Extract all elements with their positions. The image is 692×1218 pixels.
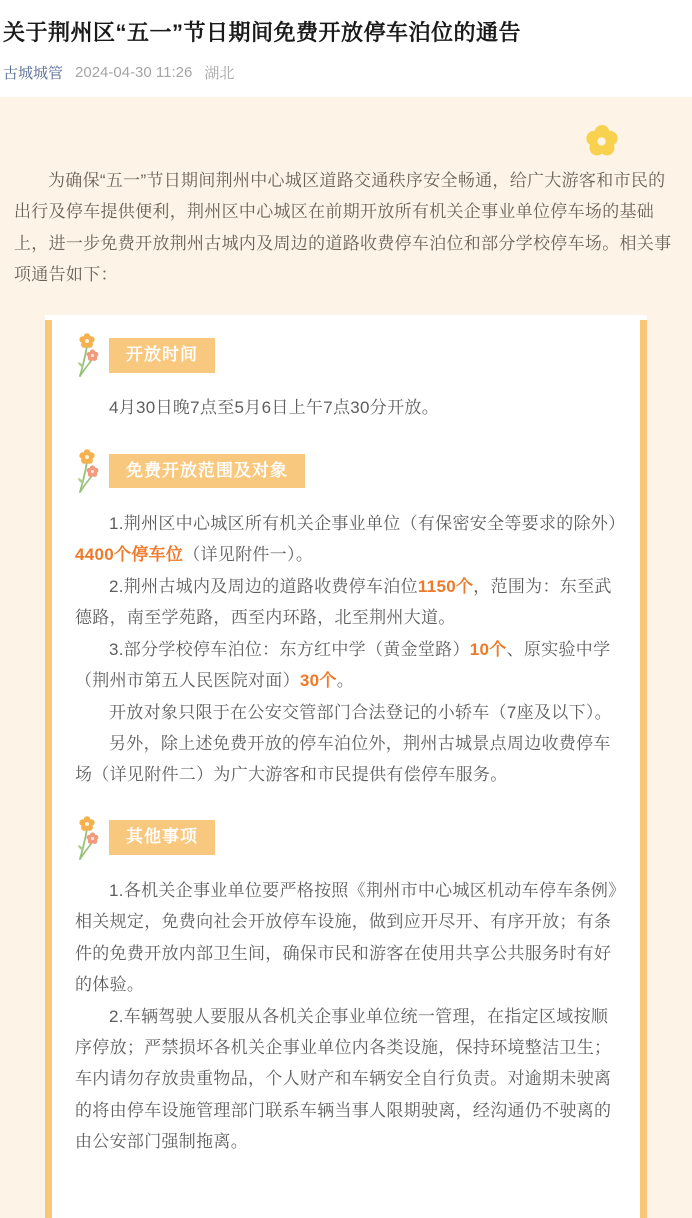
card-sections — [75, 332, 626, 1157]
highlight-number: 1150个 — [417, 576, 474, 596]
publish-date: 2024-04-30 11:26 — [75, 63, 193, 81]
flower-sprig-icon — [75, 448, 101, 494]
account-name-link[interactable]: 古城城管 — [3, 64, 64, 82]
paragraph: 2.车辆驾驶人要服从各机关企事业单位统一管理，在指定区域按顺序停放；严禁损坏各机关企事业单位内各类设施，保持环境整洁卫生；车内请勿存放贵重物品，个人财产和车辆安全自行负责。对逾期未驶离的将由停车设施管理部门联系车辆当事人限期驶离，经沟通仍不驶离的由公安部门强制拖离。 — [75, 1006, 612, 1152]
section-badge: 开放时间 — [109, 338, 215, 373]
publish-location: 湖北 — [204, 64, 235, 82]
page-title: 关于荆州区“五一”节日期间免费开放停车泊位的通告 — [3, 20, 522, 45]
highlight-number: 30个 — [299, 671, 337, 691]
paragraph: 1.荆州区中心城区所有机关企事业单位（有保密安全等要求的除外）4400个停车位（详见附件一）。 — [75, 513, 626, 565]
intro-paragraph: 为确保“五一”节日期间荆州中心城区道路交通秩序安全畅通，给广大游客和市民的出行及停车提供便利，荆州区中心城区在前期开放所有机关企事业单位停车场的基础上，进一步免费开放荆州古城内及周边的道路收费停车泊位和部分学校停车场。相关事项通告如下： — [14, 170, 672, 284]
paragraph: 2.荆州古城内及周边的道路收费停车泊位1150个，范围为：东至武德路，南至学苑路，西至内环路，北至荆州大道。 — [75, 576, 612, 628]
paragraph: 4月30日晚7点至5月6日上午7点30分开放。 — [109, 398, 439, 418]
highlight-number: 4400个停车位 — [75, 545, 184, 565]
section-header — [75, 448, 617, 494]
flower-sprig-icon — [75, 332, 101, 378]
paragraph: 开放对象只限于在公安交管部门合法登记的小轿车（7座及以下）。 — [109, 702, 612, 722]
flower-sprig-icon — [75, 815, 101, 861]
paragraph: 1.各机关企事业单位要严格按照《荆州市中心城区机动车停车条例》相关规定，免费向社会开放停车设施，做到应开尽开、有序开放；有条件的免费开放内部卫生间，确保市民和游客在使用共享公共服务时有好的体验。 — [75, 880, 617, 995]
paragraph: 3.部分学校停车泊位：东方红中学（黄金堂路）10个、原实验中学（荆州市第五人民医院对面）30个。 — [75, 639, 611, 691]
article-header — [0, 0, 692, 97]
yellow-blossom-flower-icon — [584, 123, 620, 159]
section-header — [75, 332, 617, 378]
highlight-number: 10个 — [469, 639, 507, 659]
section-header — [75, 815, 617, 861]
byline — [3, 62, 684, 83]
section-badge: 其他事项 — [109, 820, 215, 855]
paragraph: 另外，除上述免费开放的停车泊位外，荆州古城景点周边收费停车场（详见附件二）为广大游客和市民提供有偿停车服务。 — [75, 733, 611, 785]
notice-card — [45, 315, 647, 1217]
article-body — [0, 97, 692, 1218]
section-badge: 免费开放范围及对象 — [109, 454, 305, 489]
